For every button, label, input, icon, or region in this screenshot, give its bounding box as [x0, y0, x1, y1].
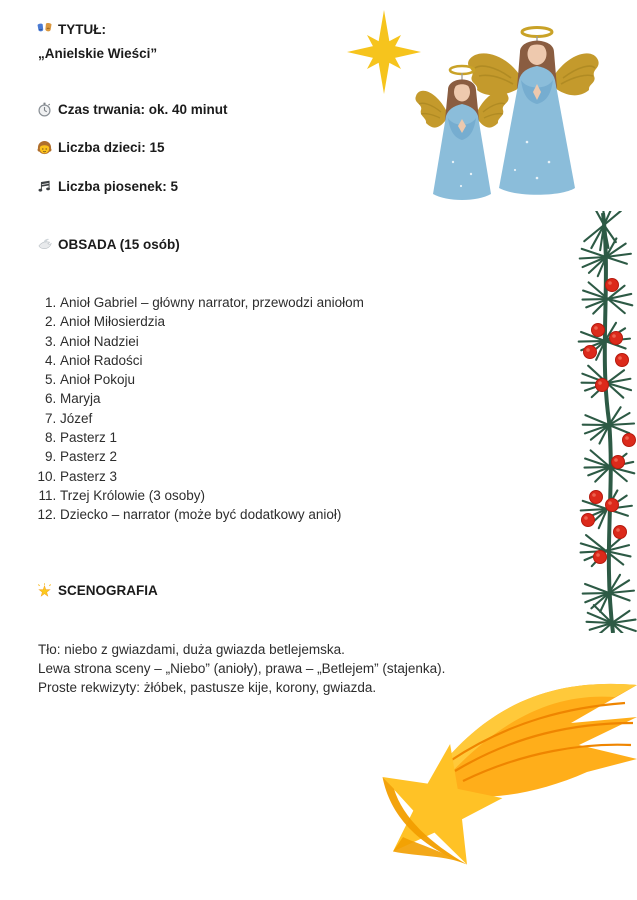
- title-heading: [37, 21, 106, 38]
- cast-item: 6. Maryja: [60, 389, 364, 408]
- scenography-line: Proste rekwizyty: żłóbek, pastusze kije, korony, gwiazda.: [38, 680, 377, 696]
- cast-item: 5. Anioł Pokoju: [60, 370, 364, 389]
- children-count-text: Liczba dzieci: 15: [58, 140, 165, 155]
- angels-illustration: [415, 22, 600, 210]
- duration-row: [37, 101, 228, 118]
- glowing-star-icon: [37, 583, 52, 598]
- songs-count-text: Liczba piosenek: 5: [58, 179, 179, 194]
- scenography-line: Lewa strona sceny – „Niebo” (anioły), prawa – „Betlejem” (stajenka).: [38, 661, 446, 677]
- songs-count-row: [37, 178, 178, 195]
- cast-item: 9. Pasterz 2: [60, 447, 364, 466]
- cast-item: 1. Anioł Gabriel – główny narrator, przewodzi aniołom: [60, 293, 364, 312]
- cast-item: 4. Anioł Radości: [60, 351, 364, 370]
- theater-masks-icon: [37, 22, 52, 37]
- music-notes-icon: [37, 179, 52, 194]
- scenography-line: Tło: niebo z gwiazdami, duża gwiazda betlejemska.: [38, 642, 345, 657]
- cast-item: 11. Trzej Królowie (3 osoby): [60, 486, 364, 505]
- title-label: TYTUŁ:: [58, 22, 106, 37]
- title-value: „Anielskie Wieści”: [38, 46, 158, 61]
- cast-item: 8. Pasterz 1: [60, 428, 364, 447]
- cast-heading-text: OBSADA (15 osób): [58, 237, 180, 252]
- cast-item: 12. Dziecko – narrator (może być dodatkowy anioł): [60, 505, 364, 524]
- cast-list: [36, 293, 364, 525]
- pine-branch-illustration: [563, 211, 637, 633]
- scenography-heading-text: SCENOGRAFIA: [58, 583, 158, 598]
- cast-item: 7. Józef: [60, 409, 364, 428]
- cast-heading: [37, 236, 180, 253]
- shooting-star-illustration: [375, 673, 637, 885]
- dove-icon: [37, 237, 52, 252]
- cast-item: 3. Anioł Nadziei: [60, 332, 364, 351]
- scenography-heading: [37, 582, 158, 599]
- scenography-paragraph: [38, 640, 445, 698]
- cast-item: 10. Pasterz 3: [60, 467, 364, 486]
- cast-item: 2. Anioł Miłosierdzia: [60, 312, 364, 331]
- girl-icon: [37, 140, 52, 155]
- stopwatch-icon: [37, 102, 52, 117]
- children-count-row: [37, 139, 165, 156]
- duration-text: Czas trwania: ok. 40 minut: [58, 102, 228, 117]
